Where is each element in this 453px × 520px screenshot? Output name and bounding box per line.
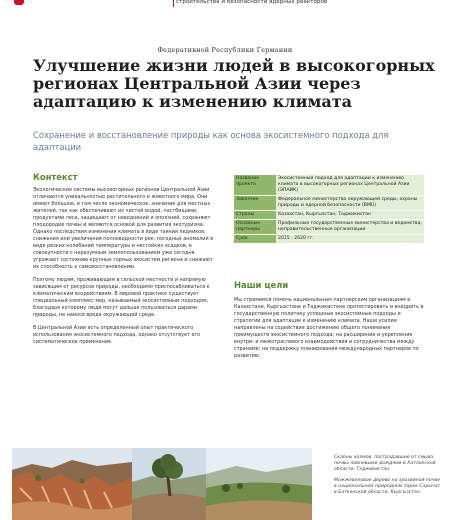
header-divider — [173, 0, 174, 7]
page-title: Улучшение жизни людей в высокогорных регионах Центральной Азии через адаптацию к изменению климата — [33, 56, 435, 111]
table-label: Название проекта — [234, 175, 276, 196]
context-paragraph: В Центральной Азии есть определенный опыт практического использования экосистемного подхода, однако отсутствует его систематическое применение. — [33, 325, 201, 345]
context-paragraph: Поэтому людям, проживающим в сельской местности и напрямую зависящим от ресурсов природы, необходимо приспосабливаться к климатическим воздействиям. В мировой практике существует специальный комплекс мер, называемый экосистемным подходом, благодаря которому люди могут дальше пользоваться дарами природы, не нанося вреда окружающей среде. — [33, 277, 210, 318]
table-value: 2015 - 2020 гг. — [276, 235, 424, 244]
photo-captions — [334, 455, 444, 500]
goals-body: Мы стремимся помочь национальным партнерским организациям в Казахстане, Кыргызстане и Таджикистане протестировать и внедрить в государственную политику успешные экосистемные подходы и стратегии для адаптации к изменению климата. Наши усилия направлены на содействие достижению общего понимания преимуществ экосистемного подхода; на расширение и укрепление внутри- и межотраслевого взаимодействия и сотрудничества между странами; на поддержку планирования международных партнеров по развитию. — [234, 297, 424, 359]
table-label: Страны — [234, 211, 276, 220]
table-row — [234, 220, 424, 235]
table-row — [234, 175, 424, 196]
photo-caption: Можжевеловое дерево на эрозийной почве в национальном природном парке Сарычат в Баткенской области, Кыргызстан. — [334, 477, 441, 496]
table-label: Основные партнеры — [234, 220, 276, 235]
header-bar — [0, 0, 453, 34]
eroded-hills-photo — [12, 448, 132, 520]
goals-heading: Наши цели — [234, 280, 289, 290]
context-heading: Контекст — [33, 172, 78, 182]
header-ministry-text: строительства и безопасности ядерных реакторов — [176, 0, 328, 5]
valley-photo — [206, 448, 312, 520]
table-value: Профильные государственные министерства и ведомства, неправительственные организации — [276, 220, 424, 235]
country-label: Федеративной Республики Германии — [157, 46, 293, 54]
table-row — [234, 196, 424, 211]
context-paragraph: Экологические системы высокогорных регионов Центральной Азии отличаются уникальностью растительного и животного мира. Они имеют большое, в том числе экономическое, значение для местных жителей, так как обеспечивают их чистой водой, пастбищами, продуктами леса, защищают от наводнений и оползней, сохраняют плодородие почвы и являются основой для развития экотуризма. Однако последствия изменения климата в виде таяния ледников, снижения или увеличения полноводности рек, погодных аномалий в виде резких колебаний температуры и нестойких осадков, в совокупности с неразумным землепользованием уже сегодня угрожают состоянию крупных горных экосистем региона и снижают их способность к самовосстановлению. — [33, 187, 214, 270]
table-row — [234, 235, 424, 244]
photo-caption: Склоны холмов, пострадавшие от смыва почвы ливневыми дождями в Хатлонской области, Таджикистан. — [334, 455, 436, 473]
table-value: Федеральное министерство окружающей среды, охраны природы и ядерной безопасности (BMU) — [276, 196, 424, 211]
project-info-table — [234, 175, 424, 244]
photo-strip — [12, 448, 312, 520]
page-subtitle: Сохранение и восстановление природы как основа экосистемного подхода для адаптации — [33, 130, 389, 152]
context-body — [33, 187, 215, 352]
table-label: Заказчик — [234, 196, 276, 211]
logo-icon — [14, 0, 24, 5]
table-label: Срок — [234, 235, 276, 244]
table-value: Казахстан, Кыргызстан, Таджикистан — [276, 211, 424, 220]
table-value: Экосистемный подход для адаптации к изменению климата в высокогорных регионах Центральной Азии (ЭПАИК) — [276, 175, 424, 196]
table-row — [234, 211, 424, 220]
juniper-tree-photo — [132, 448, 206, 520]
